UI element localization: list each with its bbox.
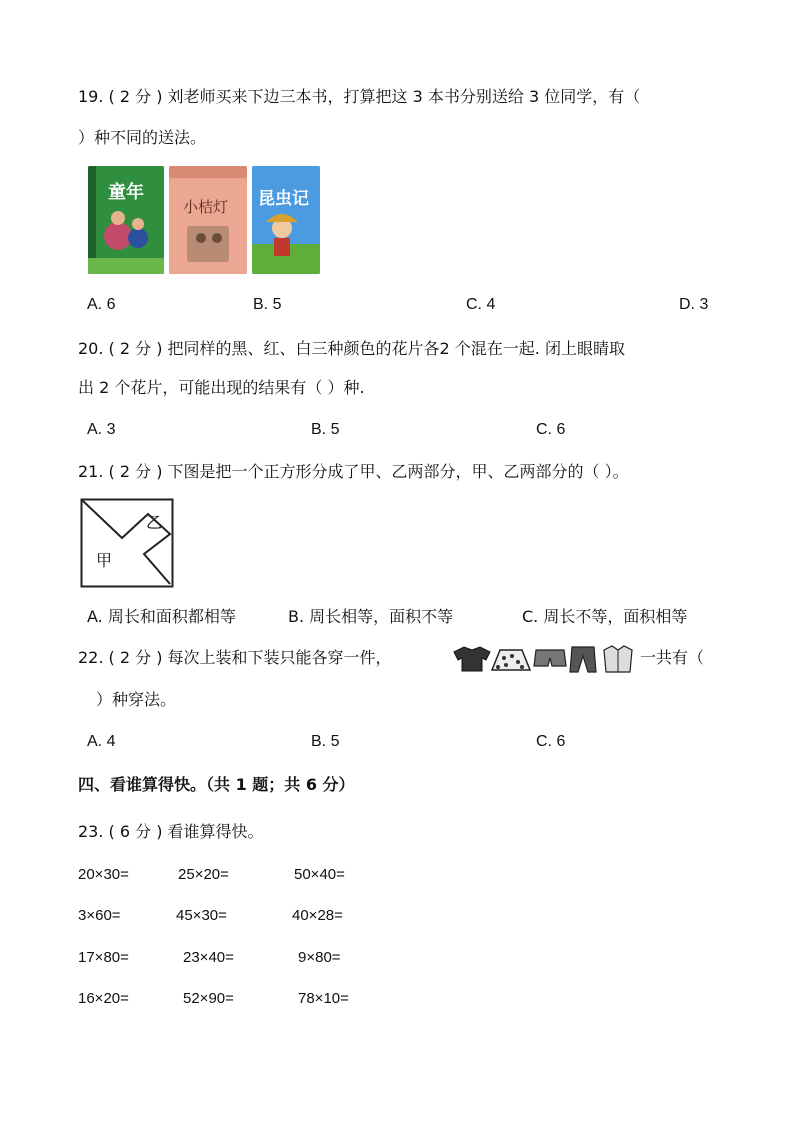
book-title: 童年 [108,182,144,203]
figure-label-jia: 甲 [96,551,113,570]
q22-option-c: C. 6 [536,733,566,750]
book-cover-icon [169,166,247,274]
q20-option-c: C. 6 [536,421,566,438]
calc-item: 17×80= [78,949,129,966]
calc-item: 3×60= [78,907,121,924]
q21-option-b: B. 周长相等，面积不等 [288,607,454,626]
calc-item: 16×20= [78,990,129,1007]
shorts-icon [534,650,566,666]
q19-line2: ）种不同的送法。 [78,128,207,147]
coat-icon [604,646,632,672]
book-cover-icon [252,166,320,274]
calc-item: 25×20= [178,866,229,883]
q19-option-c: C. 4 [466,296,496,313]
q22-line2: ）种穿法。 [96,690,177,709]
skirt-icon [492,650,530,670]
q19-option-a: A. 6 [87,296,116,313]
q19-line1: 19. ( 2 分 ) 刘老师买来下边三本书，打算把这 3 本书分别送给 3 位同学，有（ [78,87,641,106]
calc-item: 20×30= [78,866,129,883]
calc-item: 78×10= [298,990,349,1007]
calc-item: 45×30= [176,907,227,924]
jacket-icon [454,647,490,671]
q22-option-b: B. 5 [311,733,340,750]
q23-line1: 23. ( 6 分 ) 看谁算得快。 [78,822,264,841]
clothes-icons [450,644,636,674]
q21-option-c: C. 周长不等，面积相等 [522,607,688,626]
q22-line1: 22. ( 2 分 ) 每次上装和下装只能各穿一件， [78,648,392,667]
q20-line2: 出 2 个花片，可能出现的结果有（ ）种. [78,378,365,397]
q20-option-a: A. 3 [87,421,116,438]
figure-label-yi: 乙 [146,513,163,532]
q20-option-b: B. 5 [311,421,340,438]
book-cover-icon [88,166,164,274]
section-heading: 四、看谁算得快。（共 1 题；共 6 分） [78,775,355,794]
calc-item: 40×28= [292,907,343,924]
pants-icon [570,647,596,672]
q22-option-a: A. 4 [87,733,116,750]
q22-line1-post: 一共有（ [640,648,705,667]
calc-item: 9×80= [298,949,341,966]
book-title: 昆虫记 [258,189,309,209]
q21-option-a: A. 周长和面积都相等 [87,607,236,626]
q21-line1: 21. ( 2 分 ) 下图是把一个正方形分成了甲、乙两部分，甲、乙两部分的（ ）。 [78,462,629,481]
calc-item: 52×90= [183,990,234,1007]
q19-option-b: B. 5 [253,296,282,313]
calc-item: 50×40= [294,866,345,883]
calc-item: 23×40= [183,949,234,966]
q19-option-d: D. 3 [679,296,709,313]
book-title: 小桔灯 [183,198,229,216]
q20-line1: 20. ( 2 分 ) 把同样的黑、红、白三种颜色的花片各2 个混在一起. 闭上眼睛取 [78,339,625,358]
